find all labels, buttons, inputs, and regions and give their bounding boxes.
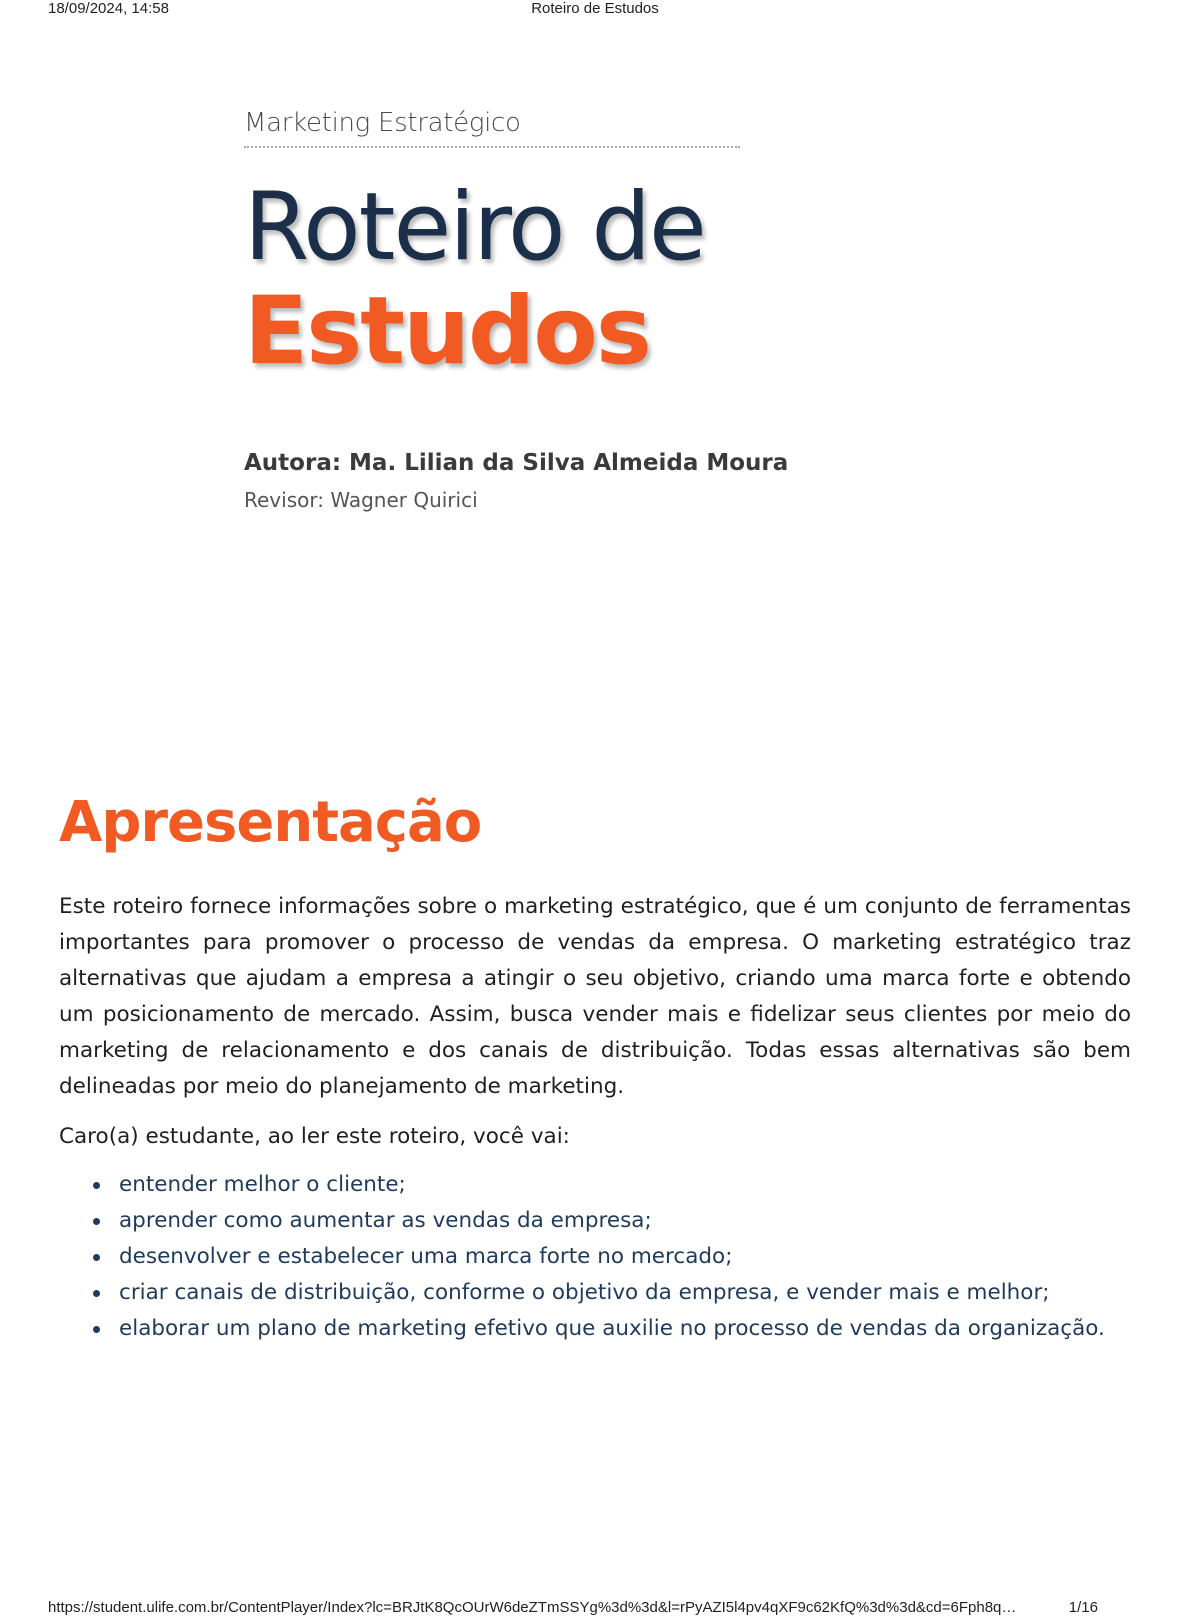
list-item: aprender como aumentar as vendas da empresa; (119, 1203, 1131, 1239)
list-item: desenvolver e estabelecer uma marca forte no mercado; (119, 1239, 1131, 1275)
print-header (0, 0, 1190, 22)
section-heading: Apresentação (59, 790, 482, 855)
list-item: entender melhor o cliente; (119, 1167, 1131, 1203)
presentation-section (59, 790, 1131, 1347)
print-footer (0, 1599, 1190, 1621)
print-page-number: 1/16 (1068, 1599, 1098, 1616)
reviewer-line: Revisor: Wagner Quirici (244, 488, 478, 512)
list-item: criar canais de distribuição, conforme o objetivo da empresa, e vender mais e melhor; (119, 1275, 1131, 1311)
course-name: Marketing Estratégico (244, 108, 740, 148)
goals-intro: Caro(a) estudante, ao ler este roteiro, você vai: (59, 1124, 570, 1149)
doc-title-line2: Estudos (244, 277, 650, 386)
print-datetime: 18/09/2024, 14:58 (48, 0, 169, 17)
print-url: https://student.ulife.com.br/ContentPlayer/Index?lc=BRJtK8QcOUrW6deZTmSSYg%3d%3d&l=rPyAZI5l4pv4qXF9c62KfQ%3d%3d&cd=6Fph8q… (48, 1599, 1017, 1616)
goals-list (59, 1167, 1131, 1347)
cover-block (244, 108, 744, 384)
author-line: Autora: Ma. Lilian da Silva Almeida Moura (244, 450, 789, 476)
presentation-paragraph: Este roteiro fornece informações sobre o marketing estratégico, que é um conjunto de ferramentas importantes para promover o processo de vendas da empresa. O marketing estratégico traz alternativas que ajudam a empresa a atingir o seu objetivo, criando uma marca forte e obtendo um posicionamento de mercado. Assim, busca vender mais e fidelizar seus clientes por meio do marketing de relacionamento e dos canais de distribuição. Todas essas alternativas são bem delineadas por meio do planejamento de marketing. (59, 894, 1131, 1099)
list-item: elaborar um plano de marketing efetivo que auxilie no processo de vendas da organização. (119, 1311, 1131, 1347)
doc-title-line1: Roteiro de (244, 173, 705, 282)
print-page-title: Roteiro de Estudos (531, 0, 659, 17)
